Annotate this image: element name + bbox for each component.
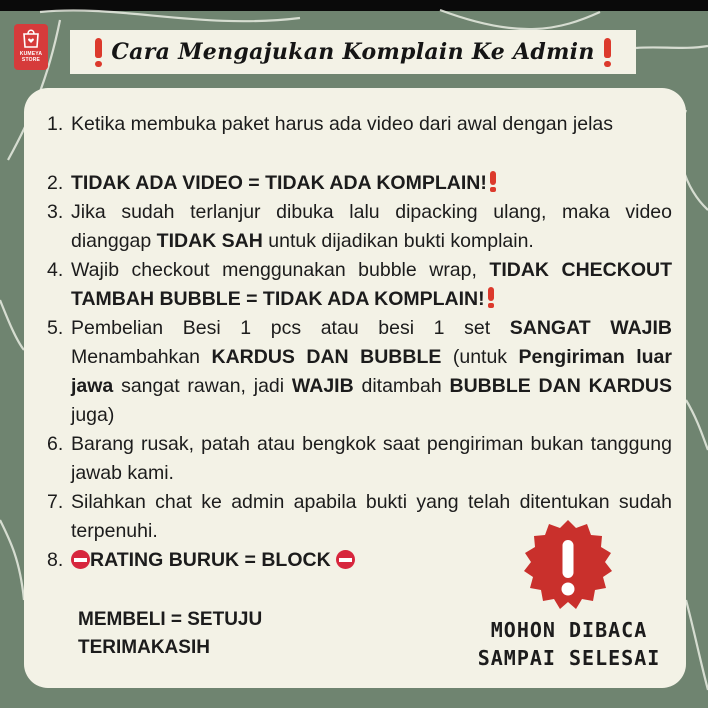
rule-item: [47, 314, 672, 430]
rule-text-bold: KARDUS DAN BUBBLE: [211, 346, 442, 368]
rule-text-bold: TIDAK SAH: [156, 230, 263, 252]
rule-number: 3.: [47, 201, 64, 223]
rule-text-segment: Barang rusak, patah atau bengkok saat pengiriman bukan tanggung jawab kami.: [71, 433, 672, 484]
warning-badge-icon: [518, 518, 618, 618]
rule-text-segment: Ketika membuka paket harus ada video dari awal dengan jelas: [71, 113, 614, 135]
rule-item: [47, 430, 672, 488]
rule-text-segment: (untuk: [441, 346, 519, 368]
rule-number: 7.: [47, 491, 64, 513]
rule-number: 8.: [47, 549, 64, 571]
rule-number: 1.: [47, 113, 64, 135]
footer-agree-text: MEMBELI = SETUJU: [78, 609, 263, 630]
footer-right: [454, 616, 684, 672]
rule-number: 6.: [47, 433, 64, 455]
rule-text-segment: Menambahkan: [71, 346, 212, 368]
no-entry-icon: [71, 550, 90, 569]
rule-text-bold: TIDAK ADA VIDEO = TIDAK ADA KOMPLAIN!: [71, 172, 487, 194]
rule-text-bold: BUBBLE DAN KARDUS: [449, 375, 672, 397]
footer-left: [78, 606, 262, 662]
footer-thanks-text: TERIMAKASIH: [78, 637, 210, 658]
rule-number: 4.: [47, 259, 64, 281]
store-name: KUMEYA STORE: [19, 51, 43, 63]
rule-text-segment: Jika sudah terlanjur dibuka lalu dipacking ulang, maka video dianggap: [71, 201, 672, 252]
rule-text-bold: RATING BURUK = BLOCK: [90, 549, 331, 571]
footer-until-end-text: SAMPAI SELESAI: [477, 646, 661, 670]
red-exclamation-icon: [603, 38, 612, 67]
rule-item: [47, 198, 672, 256]
rule-item: [47, 256, 672, 314]
red-exclamation-icon: [488, 287, 494, 307]
page-title: Cara Mengajukan Komplain Ke Admin: [111, 39, 595, 65]
red-exclamation-icon: [490, 171, 496, 191]
rule-text-segment: Wajib checkout menggunakan bubble wrap,: [71, 259, 490, 281]
rule-text-segment: untuk dijadikan bukti komplain.: [262, 230, 534, 252]
rule-text-segment: Silahkan chat ke admin apabila bukti yang telah ditentukan sudah terpenuhi.: [71, 491, 672, 542]
rule-text: [71, 256, 672, 314]
store-logo: [14, 24, 48, 70]
rule-text: [71, 430, 672, 488]
red-exclamation-icon: [94, 38, 103, 67]
rule-text-segment: Pembelian Besi 1 pcs atau besi 1 set: [71, 317, 510, 339]
footer-read-text: MOHON DIBACA: [490, 618, 648, 642]
rule-text-segment: ditambah: [353, 375, 450, 397]
rule-text-bold: Pengiriman luar jawa: [71, 346, 672, 397]
rule-text: [71, 169, 672, 198]
rule-text: [71, 314, 672, 430]
rule-text-bold: TIDAK CHECKOUT TAMBAH BUBBLE = TIDAK ADA KOMPLAIN!: [71, 259, 672, 310]
shopping-bag-icon: [22, 28, 40, 48]
rule-text: [71, 110, 672, 139]
rule-item: [47, 169, 672, 198]
rule-number: 5.: [47, 317, 64, 339]
rule-text-segment: sangat rawan, jadi: [113, 375, 292, 397]
rule-text-segment: juga): [71, 404, 115, 426]
rule-text: [71, 198, 672, 256]
rules-card: [24, 88, 686, 688]
rule-text-bold: WAJIB: [291, 375, 354, 397]
rule-text-bold: SANGAT WAJIB: [509, 317, 673, 339]
title-banner: [70, 30, 636, 74]
no-entry-icon: [336, 550, 355, 569]
rule-number: 2.: [47, 172, 64, 194]
rule-item: [47, 110, 672, 139]
